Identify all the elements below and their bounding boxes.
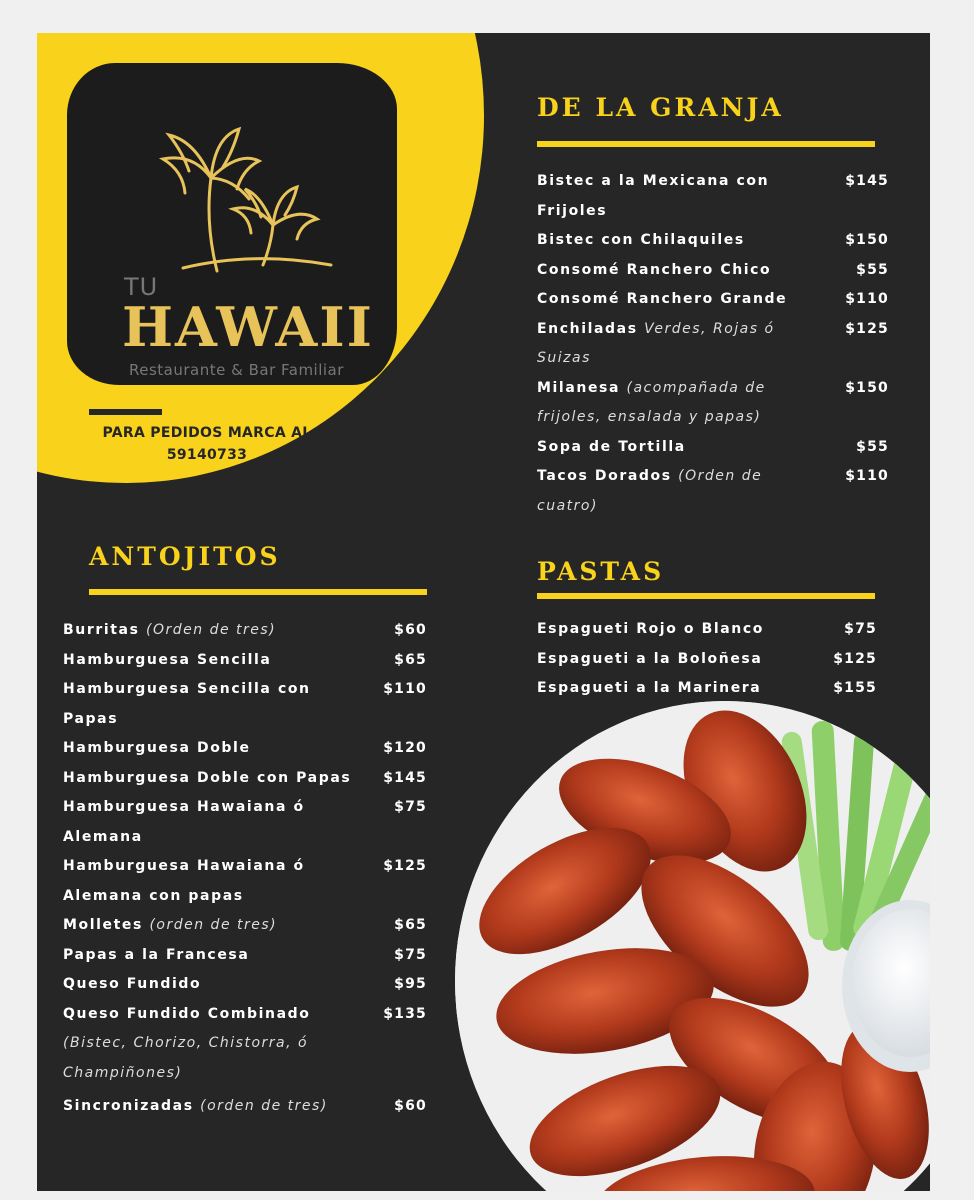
menu-item — [537, 674, 877, 704]
menu-item-name: Bistec con Chilaquiles — [537, 232, 745, 248]
order-instruction: PARA PEDIDOS MARCA AL — [102, 425, 312, 441]
menu-item-price: $110 — [845, 291, 889, 307]
section-underline-antojitos — [89, 589, 427, 595]
menu-item — [537, 167, 889, 226]
menu-item-price: $95 — [394, 976, 427, 992]
menu-item-name: Hamburguesa Doble — [63, 740, 251, 756]
menu-item-price: $135 — [383, 1005, 427, 1022]
menu-item-price: $75 — [844, 621, 877, 637]
menu-item-name: Hamburguesa Hawaiana ó Alemana con papas — [63, 858, 305, 904]
menu-item-price: $125 — [845, 320, 889, 337]
menu-item-description — [63, 616, 276, 646]
menu-item-note: (orden de tres) — [200, 1098, 328, 1114]
menu-item-description — [63, 970, 201, 1000]
menu-item-name: Hamburguesa Doble con Papas — [63, 769, 352, 786]
menu-item — [537, 645, 877, 675]
menu-item-description — [537, 615, 764, 645]
menu-item-name: Bistec a la Mexicana con Frijoles — [537, 173, 770, 219]
logo — [67, 63, 397, 385]
menu-item-description — [63, 793, 353, 852]
menu-item-name: Molletes — [63, 917, 143, 933]
menu-item-name: Sopa de Tortilla — [537, 438, 686, 455]
menu-item-price: $55 — [856, 261, 889, 278]
menu-item-name: Hamburguesa Sencilla con Papas — [63, 681, 311, 727]
menu-item-description — [63, 852, 353, 911]
menu-item — [63, 852, 427, 911]
menu-item-price: $75 — [394, 799, 427, 815]
menu-list-antojitos — [63, 616, 427, 1122]
menu-item — [537, 374, 889, 433]
phone-number: 59140733 — [166, 447, 248, 463]
menu-item — [63, 911, 427, 941]
menu-item-description — [537, 285, 787, 315]
menu-item-description — [537, 433, 686, 463]
menu-item-description — [63, 911, 277, 941]
menu-item-description — [63, 764, 351, 794]
menu-item-name: Queso Fundido Combinado — [63, 1005, 311, 1022]
menu-item-name: Sincronizadas — [63, 1098, 194, 1114]
section-underline-granja — [537, 141, 875, 147]
menu-item-price: $65 — [394, 917, 427, 933]
section-title-pastas: PASTAS — [537, 557, 665, 586]
menu-item-price: $110 — [845, 468, 889, 484]
palm-trees-icon — [153, 123, 333, 273]
chicken-wings-photo — [455, 701, 930, 1191]
menu-item-name: Consomé Ranchero Grande — [537, 291, 788, 307]
menu-item-name: Consomé Ranchero Chico — [537, 261, 772, 278]
brand-prefix: TU — [124, 273, 159, 301]
menu-item — [63, 941, 427, 971]
menu-item-description — [537, 226, 745, 256]
brand-name: HAWAII — [122, 295, 374, 359]
contact-divider — [89, 409, 162, 415]
menu-item-description — [63, 1000, 353, 1089]
menu-item — [537, 615, 877, 645]
menu-item-description — [537, 374, 807, 433]
menu-item-description — [63, 1092, 328, 1122]
menu-item-name: Papas a la Francesa — [63, 946, 250, 963]
menu-item-name: Burritas — [63, 622, 140, 638]
menu-item-price: $150 — [845, 232, 889, 248]
menu-item-name: Tacos Dorados — [537, 468, 672, 484]
menu-item-price: $65 — [394, 651, 427, 668]
menu-item-name: Hamburguesa Sencilla — [63, 651, 272, 668]
menu-item-name: Hamburguesa Hawaiana ó Alemana — [63, 799, 305, 845]
menu-item-name: Espagueti a la Boloñesa — [537, 650, 763, 667]
section-title-antojitos: ANTOJITOS — [89, 542, 281, 571]
menu-item-description — [537, 315, 807, 374]
menu-item-note: (Bistec, Chorizo, Chistorra, ó Champiñones) — [63, 1035, 309, 1081]
menu-item — [63, 616, 427, 646]
menu-item-price: $60 — [394, 622, 427, 638]
order-phone-info — [77, 422, 337, 466]
menu-item-price: $55 — [856, 438, 889, 455]
menu-item-description — [63, 941, 249, 971]
menu-page — [37, 33, 930, 1191]
menu-item-description — [537, 645, 762, 675]
menu-item-price: $150 — [845, 379, 889, 396]
menu-item — [63, 764, 427, 794]
menu-item-name: Queso Fundido — [63, 976, 202, 992]
menu-item — [63, 793, 427, 852]
menu-item-name: Espagueti Rojo o Blanco — [537, 621, 764, 637]
menu-item-price: $60 — [394, 1098, 427, 1114]
section-title-granja: DE LA GRANJA — [537, 93, 784, 122]
menu-item-description — [63, 646, 271, 676]
menu-item-description — [537, 167, 807, 226]
menu-item-name: Enchiladas — [537, 320, 638, 337]
menu-item — [63, 1000, 427, 1089]
menu-item-description — [63, 734, 251, 764]
menu-item-note: (Orden de tres) — [146, 622, 277, 638]
menu-item-price: $145 — [845, 173, 889, 189]
menu-item-description — [537, 256, 771, 286]
menu-item-description — [537, 462, 807, 521]
menu-item-price: $110 — [383, 681, 427, 697]
menu-item — [537, 315, 889, 374]
menu-item — [537, 256, 889, 286]
menu-item — [63, 675, 427, 734]
menu-item-name: Espagueti a la Marinera — [537, 680, 762, 696]
menu-item-note: (acompañada de frijoles, ensalada y papas) — [537, 379, 766, 425]
menu-item — [63, 734, 427, 764]
menu-item-note: (orden de tres) — [149, 917, 278, 933]
menu-item-price: $125 — [833, 650, 877, 667]
menu-item-name: Milanesa — [537, 379, 621, 396]
menu-list-pastas — [537, 615, 877, 704]
menu-item — [63, 646, 427, 676]
menu-item-price: $75 — [394, 946, 427, 963]
menu-item — [537, 433, 889, 463]
menu-item-note: Verdes, Rojas ó Suizas — [537, 320, 775, 366]
section-underline-pastas — [537, 593, 875, 599]
menu-item — [537, 285, 889, 315]
menu-item-price: $155 — [833, 680, 877, 696]
menu-item-description — [63, 675, 353, 734]
menu-list-granja — [537, 167, 889, 521]
menu-item-note: (Orden de cuatro) — [537, 468, 763, 514]
brand-subtitle: Restaurante & Bar Familiar — [129, 361, 344, 379]
menu-item — [63, 970, 427, 1000]
menu-item-description — [537, 674, 761, 704]
menu-item — [537, 462, 889, 521]
menu-item-price: $145 — [383, 769, 427, 786]
menu-item-price: $120 — [383, 740, 427, 756]
menu-item-price: $125 — [383, 858, 427, 874]
menu-item — [63, 1092, 427, 1122]
menu-item — [537, 226, 889, 256]
